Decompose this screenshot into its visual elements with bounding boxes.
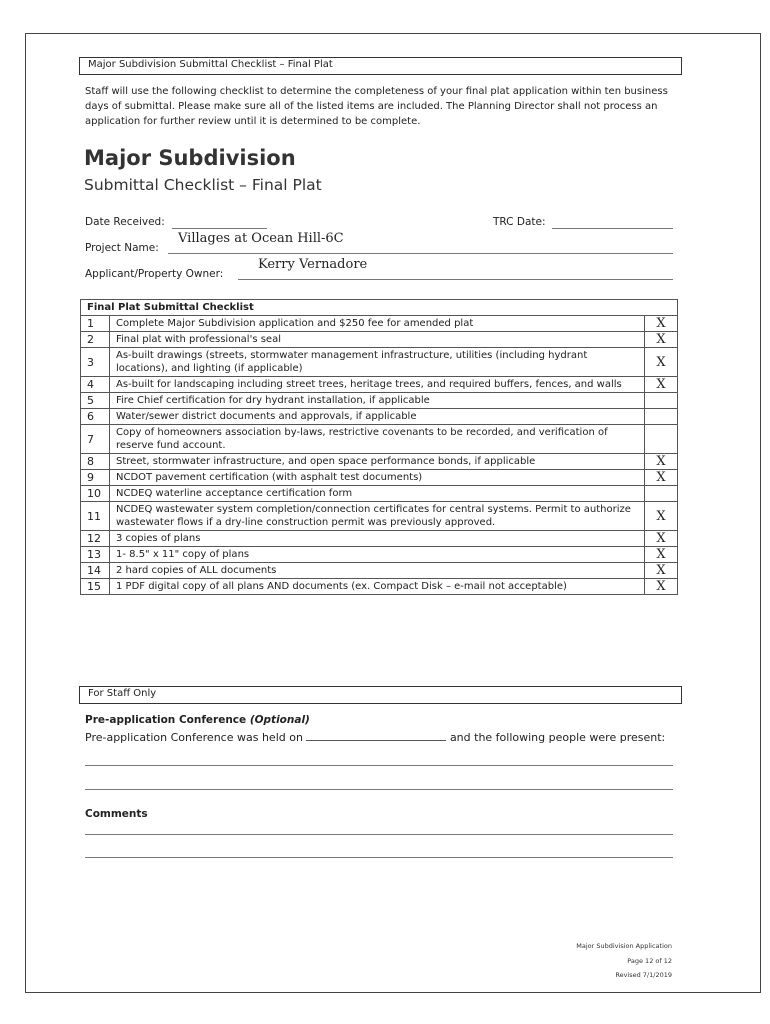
checklist-row [81,470,678,486]
checklist-item-text: As-built drawings (streets, stormwater management infrastructure, utilities (including hydrant locations), and lighting (if applicable) [110,348,645,377]
pre-app-title [85,714,310,726]
checklist-item-checkbox[interactable]: X [645,579,678,595]
checklist-item-text: 1- 8.5" x 11" copy of plans [110,547,645,563]
checklist-item-checkbox[interactable]: X [645,502,678,531]
checklist-item-number: 12 [81,531,110,547]
checklist-row [81,563,678,579]
pre-app-text-after: and the following people were present: [449,731,666,744]
trc-date-field[interactable] [552,228,673,229]
checklist-item-checkbox[interactable]: X [645,348,678,377]
checklist-header-row [81,300,678,316]
footer-app-name: Major Subdivision Application [576,942,672,950]
checklist-item-checkbox[interactable] [645,409,678,425]
checklist-item-checkbox[interactable]: X [645,377,678,393]
staff-only-box [79,686,682,704]
project-name-label: Project Name: [85,242,159,254]
checklist-item-number: 15 [81,579,110,595]
checklist-item-checkbox[interactable] [645,425,678,454]
checklist-item-number: 4 [81,377,110,393]
pre-app-optional-note: (Optional) [249,714,310,726]
comments-line-2[interactable] [85,857,673,858]
checklist-item-checkbox[interactable]: X [645,316,678,332]
checklist-body [81,316,678,595]
pre-app-text-before: Pre-application Conference was held on [85,731,303,744]
checklist-item-text: Complete Major Subdivision application and $250 fee for amended plat [110,316,645,332]
checklist-item-text: 2 hard copies of ALL documents [110,563,645,579]
checklist-row [81,332,678,348]
checklist-item-number: 10 [81,486,110,502]
checklist-item-number: 1 [81,316,110,332]
checklist-item-checkbox[interactable]: X [645,332,678,348]
page-subtitle: Submittal Checklist – Final Plat [84,176,322,194]
pre-app-sentence [85,730,665,744]
checklist-item-number: 7 [81,425,110,454]
checklist-item-number: 14 [81,563,110,579]
applicant-value: Kerry Vernadore [258,257,368,272]
page-title: Major Subdivision [84,146,296,170]
date-received-field[interactable] [172,228,267,229]
checklist-title-box [79,57,682,75]
pre-app-date-field[interactable] [306,730,446,741]
checklist-row [81,579,678,595]
pre-app-title-text: Pre-application Conference (Optional) [85,714,310,726]
checklist-row [81,316,678,332]
trc-date-label: TRC Date: [493,216,546,228]
checklist-item-checkbox[interactable]: X [645,454,678,470]
checklist-row [81,531,678,547]
checklist-item-number: 6 [81,409,110,425]
checklist-item-text: Street, stormwater infrastructure, and open space performance bonds, if applicable [110,454,645,470]
checklist-item-text: As-built for landscaping including street trees, heritage trees, and required buffers, fences, and walls [110,377,645,393]
intro-paragraph: Staff will use the following checklist to determine the completeness of your final plat application within ten business days of submittal. Please make sure all of the listed items are included. The Planning Director shall not process an application for further review until it is determined to be complete. [85,86,668,127]
checklist-item-text: 1 PDF digital copy of all plans AND documents (ex. Compact Disk – e-mail not acceptable) [110,579,645,595]
footer-revised-date: Revised 7/1/2019 [615,971,672,979]
checklist-title: Major Subdivision Submittal Checklist – Final Plat [88,59,333,70]
checklist-row [81,502,678,531]
applicant-label: Applicant/Property Owner: [85,268,224,280]
project-name-value: Villages at Ocean Hill-6C [178,231,344,246]
checklist-item-number: 8 [81,454,110,470]
footer-page-number: Page 12 of 12 [627,957,672,965]
checklist-item-text: NCDEQ waterline acceptance certification form [110,486,645,502]
checklist-item-number: 5 [81,393,110,409]
comments-line-1[interactable] [85,834,673,835]
staff-only-title: For Staff Only [88,688,157,699]
checklist-item-number: 9 [81,470,110,486]
applicant-field[interactable] [238,279,673,280]
checklist-item-number: 2 [81,332,110,348]
checklist-item-checkbox[interactable] [645,393,678,409]
checklist-item-number: 11 [81,502,110,531]
checklist-item-checkbox[interactable]: X [645,531,678,547]
checklist-item-checkbox[interactable]: X [645,547,678,563]
checklist-item-text: Copy of homeowners association by-laws, restrictive covenants to be recorded, and verification of reserve fund account. [110,425,645,454]
attendees-line-2[interactable] [85,789,673,790]
checklist-row [81,348,678,377]
attendees-line-1[interactable] [85,765,673,766]
comments-title: Comments [85,808,148,820]
checklist-item-number: 3 [81,348,110,377]
checklist-item-checkbox[interactable]: X [645,470,678,486]
checklist-item-text: NCDOT pavement certification (with asphalt test documents) [110,470,645,486]
checklist-item-checkbox[interactable]: X [645,563,678,579]
checklist-item-text: Final plat with professional's seal [110,332,645,348]
checklist-row [81,377,678,393]
checklist-row [81,486,678,502]
checklist-table [80,299,678,595]
checklist-row [81,547,678,563]
checklist-item-text: Water/sewer district documents and approvals, if applicable [110,409,645,425]
date-received-label: Date Received: [85,216,165,228]
checklist-item-text: Fire Chief certification for dry hydrant installation, if applicable [110,393,645,409]
checklist-row [81,454,678,470]
checklist-heading: Final Plat Submittal Checklist [81,300,678,316]
checklist-row [81,425,678,454]
project-name-field[interactable] [168,253,673,254]
checklist-item-checkbox[interactable] [645,486,678,502]
checklist-item-text: 3 copies of plans [110,531,645,547]
checklist-row [81,393,678,409]
checklist-row [81,409,678,425]
checklist-item-number: 13 [81,547,110,563]
checklist-item-text: NCDEQ wastewater system completion/connection certificates for central systems. Permit to authorize wastewater flows if a dry-line construction permit was previously approved. [110,502,645,531]
